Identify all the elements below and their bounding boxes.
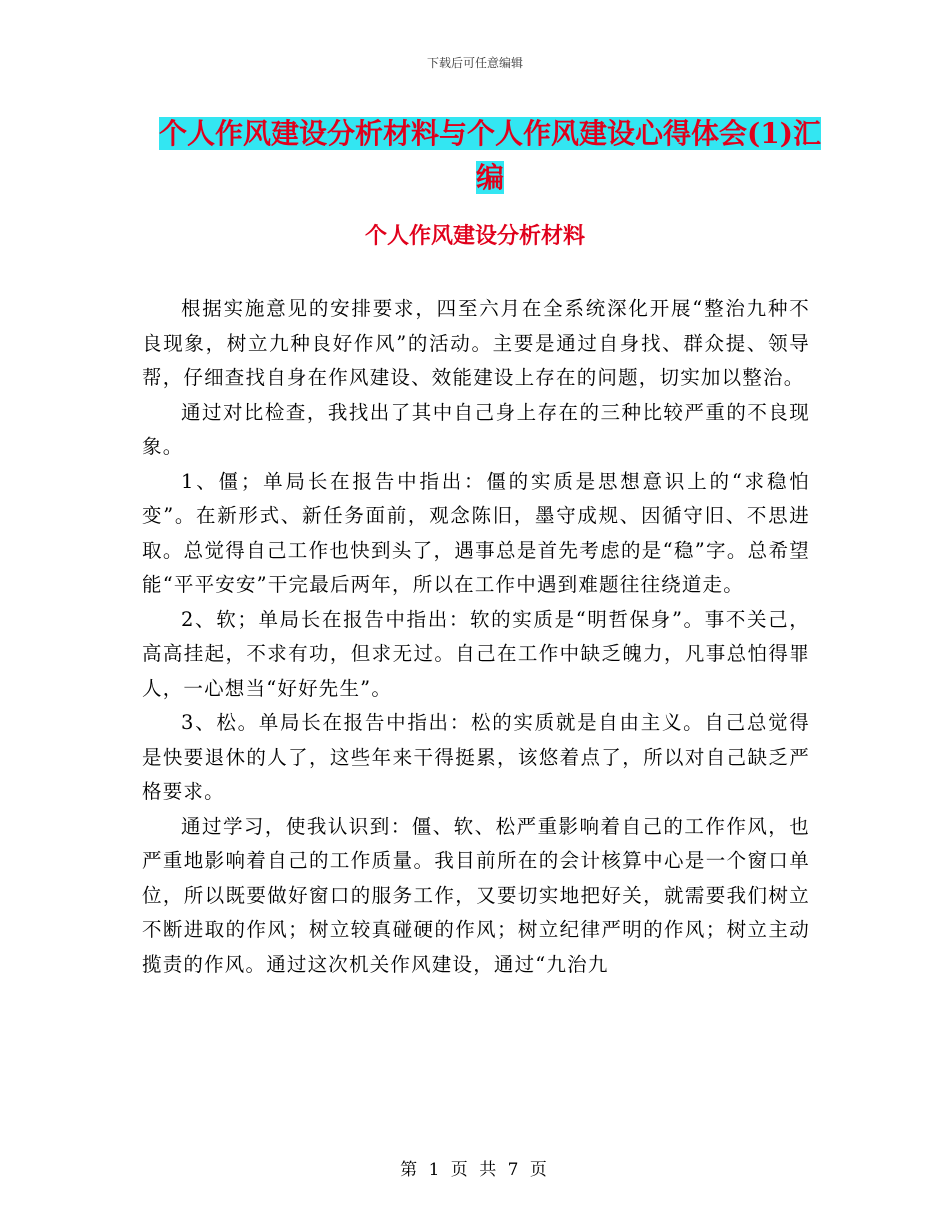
paragraph-4: 2、软；单局长在报告中指出：软的实质是“明哲保身”。事不关己，高高挂起，不求有功，但求无过。自己在工作中缺乏魄力，凡事总怕得罪人，一心想当“好好先生”。: [142, 607, 810, 700]
document-title-line1: 个人作风建设分析材料与个人作风建设心得体会(1)汇: [159, 117, 821, 150]
document-title-line2: 编: [475, 161, 504, 194]
paragraph-3: 1、僵；单局长在报告中指出：僵的实质是思想意识上的“求稳怕变”。在新形式、新任务面前，观念陈旧，墨守成规、因循守旧、不思进取。总觉得自己工作也快到头了，遇事总是首先考虑的是“稳”字。总希望能“平平安安”干完最后两年，所以在工作中遇到难题往往绕道走。: [142, 469, 810, 596]
paragraph-1: 根据实施意见的安排要求，四至六月在全系统深化开展“整治九种不良现象，树立九种良好作风”的活动。主要是通过自身找、群众提、领导帮，仔细查找自身在作风建设、效能建设上存在的问题，切实加以整治。: [142, 297, 810, 389]
paragraph-6: 通过学习，使我认识到：僵、软、松严重影响着自己的工作作风，也严重地影响着自己的工作质量。我目前所在的会计核算中心是一个窗口单位，所以既要做好窗口的服务工作，又要切实地把好关，就需要我们树立不断进取的作风；树立较真碰硬的作风；树立纪律严明的作风；树立主动揽责的作风。通过这次机关作风建设，通过“九治九: [142, 814, 810, 976]
paragraph-2: 通过对比检查，我找出了其中自己身上存在的三种比较严重的不良现象。: [142, 400, 810, 458]
page-number: 第 1 页 共 7 页: [400, 1160, 550, 1180]
body-text: [142, 292, 810, 982]
header-note: 下载后可任意编辑: [426, 56, 523, 70]
section-title: 个人作风建设分析材料: [364, 223, 585, 249]
document-title: [140, 112, 840, 200]
paragraph-5: 3、松。单局长在报告中指出：松的实质就是自由主义。自己总觉得是快要退休的人了，这些年来干得挺累，该悠着点了，所以对自己缺乏严格要求。: [142, 711, 810, 803]
